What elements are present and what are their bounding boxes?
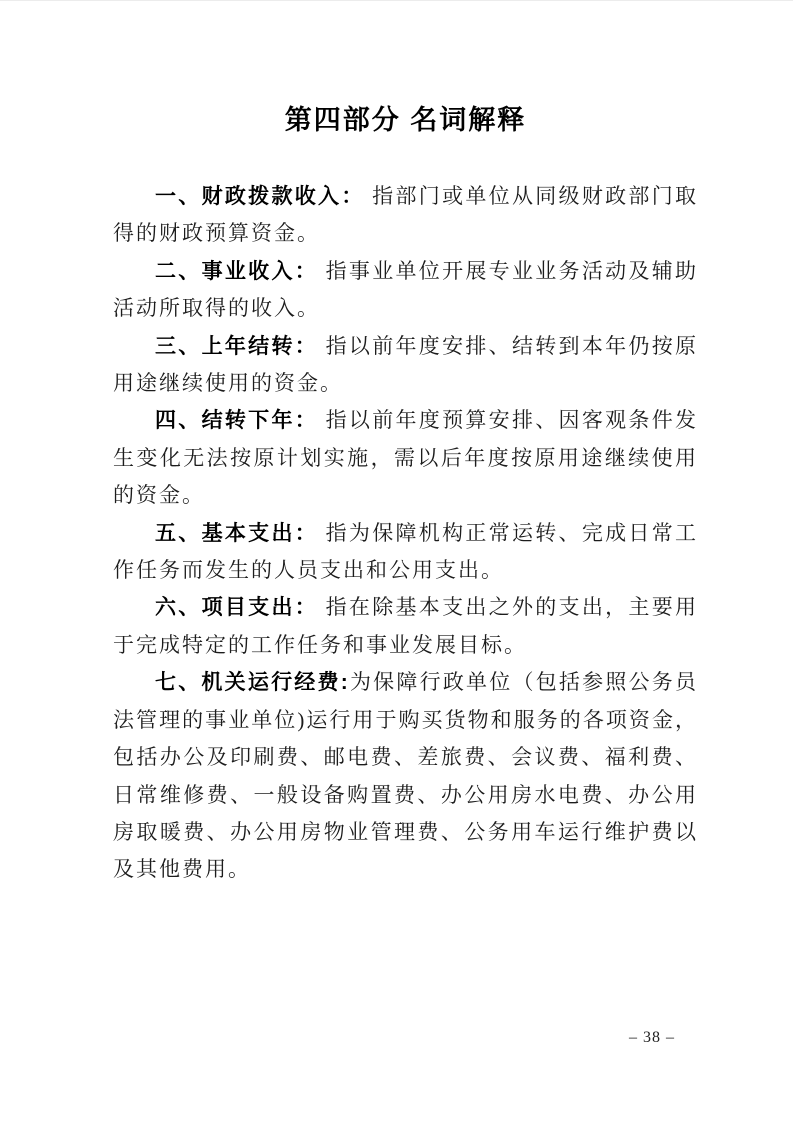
- glossary-body: [113, 178, 698, 889]
- term-label: 一、财政拨款收入：: [155, 185, 365, 208]
- term-definition: 指事业单位开展专业业务活动及辅助活动所取得的收入。: [113, 258, 699, 321]
- term-label: 五、基本支出：: [155, 521, 319, 545]
- glossary-paragraph: [113, 664, 698, 888]
- glossary-paragraph: [113, 253, 698, 328]
- term-definition: 指为保障机构正常运转、完成日常工作任务而发生的人员支出和公用支出。: [113, 520, 699, 583]
- term-definition: 指在除基本支出之外的支出，主要用于完成特定的工作任务和事业发展目标。: [113, 595, 699, 657]
- term-label: 七、机关运行经费:: [155, 671, 350, 695]
- term-definition: 指以前年度预算安排、因客观条件发生变化无法按原计划实施，需以后年度按原用途继续使用的资金。: [113, 408, 699, 508]
- page-number: – 38 –: [629, 1029, 675, 1046]
- glossary-paragraph: [113, 178, 698, 253]
- term-label: 六、项目支出：: [155, 596, 319, 620]
- term-label: 二、事业收入：: [155, 259, 319, 283]
- term-definition: 指部门或单位从同级财政部门取得的财政预算资金。: [113, 184, 698, 246]
- term-label: 四、结转下年：: [155, 409, 319, 433]
- page-content: [113, 1, 698, 889]
- page-title: 第四部分 名词解释: [284, 105, 527, 135]
- term-definition: 为保障行政单位（包括参照公务员法管理的事业单位)运行用于购买货物和服务的各项资金，包括办公及印刷费、邮电费、差旅费、会议费、福利费、日常维修费、一般设备购置费、办公用房水电费、办公用房取暖费、办公用房物业管理费、公务用车运行维护费以及其他费用。: [113, 670, 698, 882]
- term-label: 三、上年结转：: [155, 334, 319, 358]
- glossary-paragraph: [113, 515, 698, 590]
- glossary-paragraph: [113, 402, 698, 514]
- glossary-paragraph: [113, 589, 698, 664]
- term-definition: 指以前年度安排、结转到本年仍按原用途继续使用的资金。: [113, 333, 699, 396]
- glossary-paragraph: [113, 328, 698, 403]
